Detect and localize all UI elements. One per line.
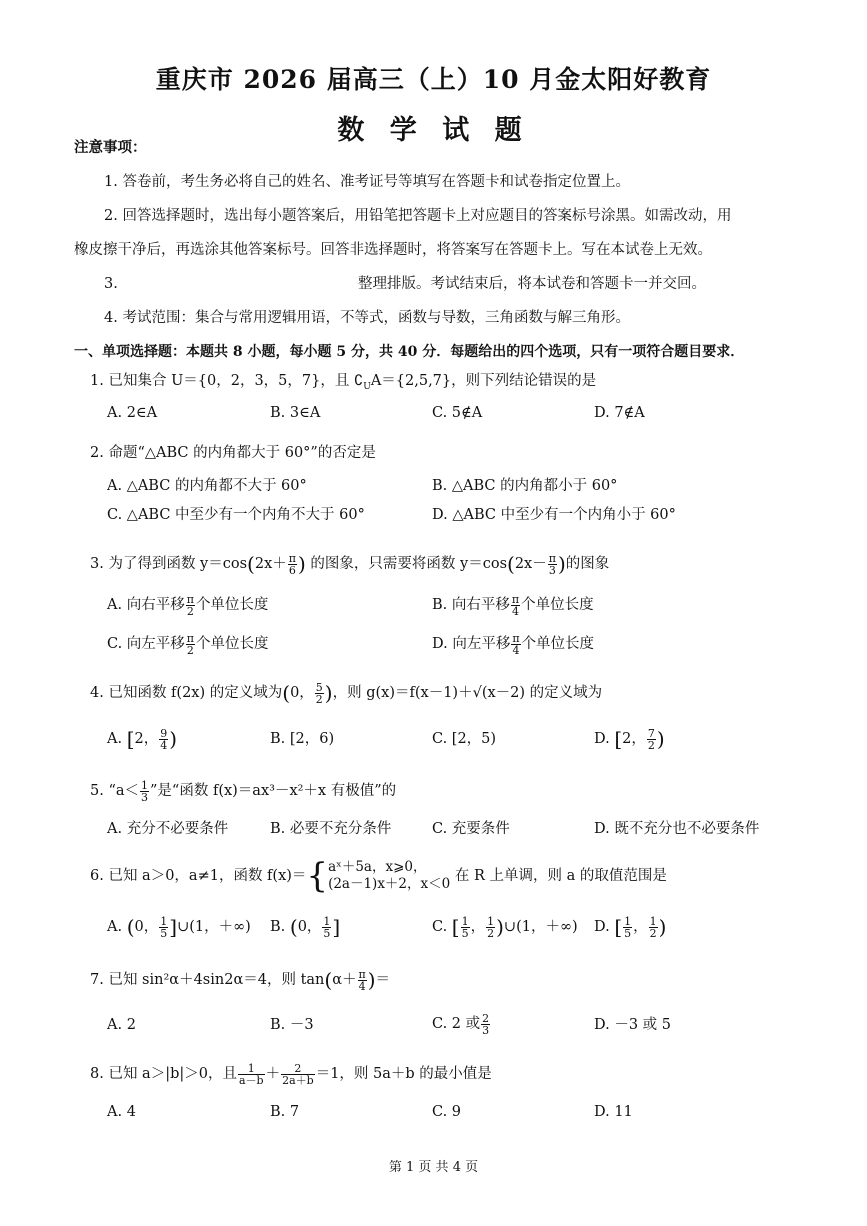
section-1-heading: 一、单项选择题：本题共 8 小题，每小题 5 分，共 40 分．每题给出的四个选项，只有一项符合题目要求． xyxy=(74,344,745,360)
question-4-stem: 4. 已知函数 f(2x) 的定义域为(0， $\frac{5}{2}$ )，则 g(x)＝f(x－1)＋√(x－2) 的定义域为 xyxy=(90,680,603,706)
question-2-option-a[interactable]: A. △ABC 的内角都不大于 60° xyxy=(107,478,307,494)
question-2-option-b[interactable]: B. △ABC 的内角都小于 60° xyxy=(432,478,618,494)
exam-title: 重庆市 2026 届高三（上）10 月金太阳好教育 xyxy=(155,65,712,94)
question-8-option-d[interactable]: D. 11 xyxy=(594,1104,633,1120)
question-5-stem: 5. “a＜ $\frac{1}{3}$ ”是“函数 f(x)＝ax³－x²＋x 有极值”的 xyxy=(90,778,397,804)
notice-item-1: 1. 答卷前，考生务必将自己的姓名、准考证号等填写在答题卡和试卷指定位置上。 xyxy=(104,174,630,190)
question-8-option-b[interactable]: B. 7 xyxy=(270,1104,300,1120)
question-6-option-c[interactable]: C. [ $\frac{1}{5}$ ， $\frac{1}{2}$ )∪(1，＋∞) xyxy=(432,914,578,940)
question-2-option-d[interactable]: D. △ABC 中至少有一个内角小于 60° xyxy=(432,507,676,523)
question-3-option-d[interactable]: D. 向左平移 $\frac{\pi}{4}$ 个单位长度 xyxy=(432,631,595,657)
page-footer: 第 1 页 共 4 页 xyxy=(388,1160,479,1175)
question-3-stem: 3. 为了得到函数 y＝cos(2x＋ $\frac{\pi}{6}$ ) 的图象，只需要将函数 y＝cos(2x－ $\frac{\pi}{3}$ )的图象 xyxy=(90,551,610,577)
question-4-option-d[interactable]: D. [2， $\frac{7}{2}$ ) xyxy=(594,726,665,752)
question-1-option-b[interactable]: B. 3∈A xyxy=(270,405,321,421)
question-3-option-c[interactable]: C. 向左平移 $\frac{\pi}{2}$ 个单位长度 xyxy=(107,631,269,657)
question-7-option-d[interactable]: D. －3 或 5 xyxy=(594,1017,671,1033)
question-6-option-a[interactable]: A. (0， $\frac{1}{5}$ ]∪(1，＋∞) xyxy=(107,914,251,940)
question-3-option-b[interactable]: B. 向右平移 $\frac{\pi}{4}$ 个单位长度 xyxy=(432,592,594,618)
notice-item-2a: 2. 回答选择题时，选出每小题答案后，用铅笔把答题卡上对应题目的答案标号涂黑。如需改动，用 xyxy=(104,208,732,224)
question-1-option-a[interactable]: A. 2∈A xyxy=(107,405,158,421)
question-5-option-d[interactable]: D. 既不充分也不必要条件 xyxy=(594,821,760,837)
question-3-option-a[interactable]: A. 向右平移 $\frac{\pi}{2}$ 个单位长度 xyxy=(107,592,269,618)
question-8-stem: 8. 已知 a＞|b|＞0，且 $\frac{1}{a-b}$ ＋ $\frac{2}{2a+b}$ ＝1，则 5a＋b 的最小值是 xyxy=(90,1061,492,1087)
subject-title: 数 学 试 题 xyxy=(337,115,530,146)
question-2-stem: 2. 命题“△ABC 的内角都大于 60°”的否定是 xyxy=(90,445,376,461)
question-5-option-a[interactable]: A. 充分不必要条件 xyxy=(107,821,229,837)
question-4-option-c[interactable]: C. [2，5) xyxy=(432,731,497,747)
question-7-option-a[interactable]: A. 2 xyxy=(107,1017,136,1033)
notice-item-3-text: 整理排版。考试结束后，将本试卷和答题卡一并交回。 xyxy=(358,276,706,292)
question-5-option-c[interactable]: C. 充要条件 xyxy=(432,821,510,837)
question-6-stem: 6. 已知 a＞0，a≠1，函数 f(x)＝{ aˣ＋5a，x⩾0， (2a－1)x＋2，x＜0 在 R 上单调，则 a 的取值范围是 xyxy=(90,856,667,896)
question-7-stem: 7. 已知 sin²α＋4sin2α＝4，则 tan(α＋ $\frac{\pi}{4}$ )＝ xyxy=(90,967,391,993)
notice-heading: 注意事项： xyxy=(74,139,147,156)
question-5-option-b[interactable]: B. 必要不充分条件 xyxy=(270,821,392,837)
question-8-option-a[interactable]: A. 4 xyxy=(107,1104,136,1120)
notice-item-4: 4. 考试范围：集合与常用逻辑用语，不等式，函数与导数，三角函数与解三角形。 xyxy=(104,310,630,326)
question-1-stem: 1. 已知集合 U＝{0，2，3，5，7}，且 $∁_UA=\{2,5,7\}$，则下列结论错误的是 xyxy=(90,373,597,392)
question-7-option-b[interactable]: B. －3 xyxy=(270,1017,314,1033)
notice-item-2b: 橡皮擦干净后，再选涂其他答案标号。回答非选择题时，将答案写在答题卡上。写在本试卷上无效。 xyxy=(74,242,712,258)
question-1-option-c[interactable]: C. 5∉A xyxy=(432,405,483,421)
question-6-option-b[interactable]: B. (0， $\frac{1}{5}$ ] xyxy=(270,914,341,940)
notice-item-3-number: 3. xyxy=(104,276,118,292)
question-8-option-c[interactable]: C. 9 xyxy=(432,1104,462,1120)
question-1-option-d[interactable]: D. 7∉A xyxy=(594,405,645,421)
question-2-option-c[interactable]: C. △ABC 中至少有一个内角不大于 60° xyxy=(107,507,365,523)
question-6-option-d[interactable]: D. [ $\frac{1}{5}$ ， $\frac{1}{2}$ ) xyxy=(594,914,667,940)
question-4-option-b[interactable]: B. [2，6) xyxy=(270,731,335,747)
question-7-option-c[interactable]: C. 2 或 $\frac{2}{3}$ xyxy=(432,1011,490,1037)
question-4-option-a[interactable]: A. [2， $\frac{9}{4}$ ) xyxy=(107,726,178,752)
